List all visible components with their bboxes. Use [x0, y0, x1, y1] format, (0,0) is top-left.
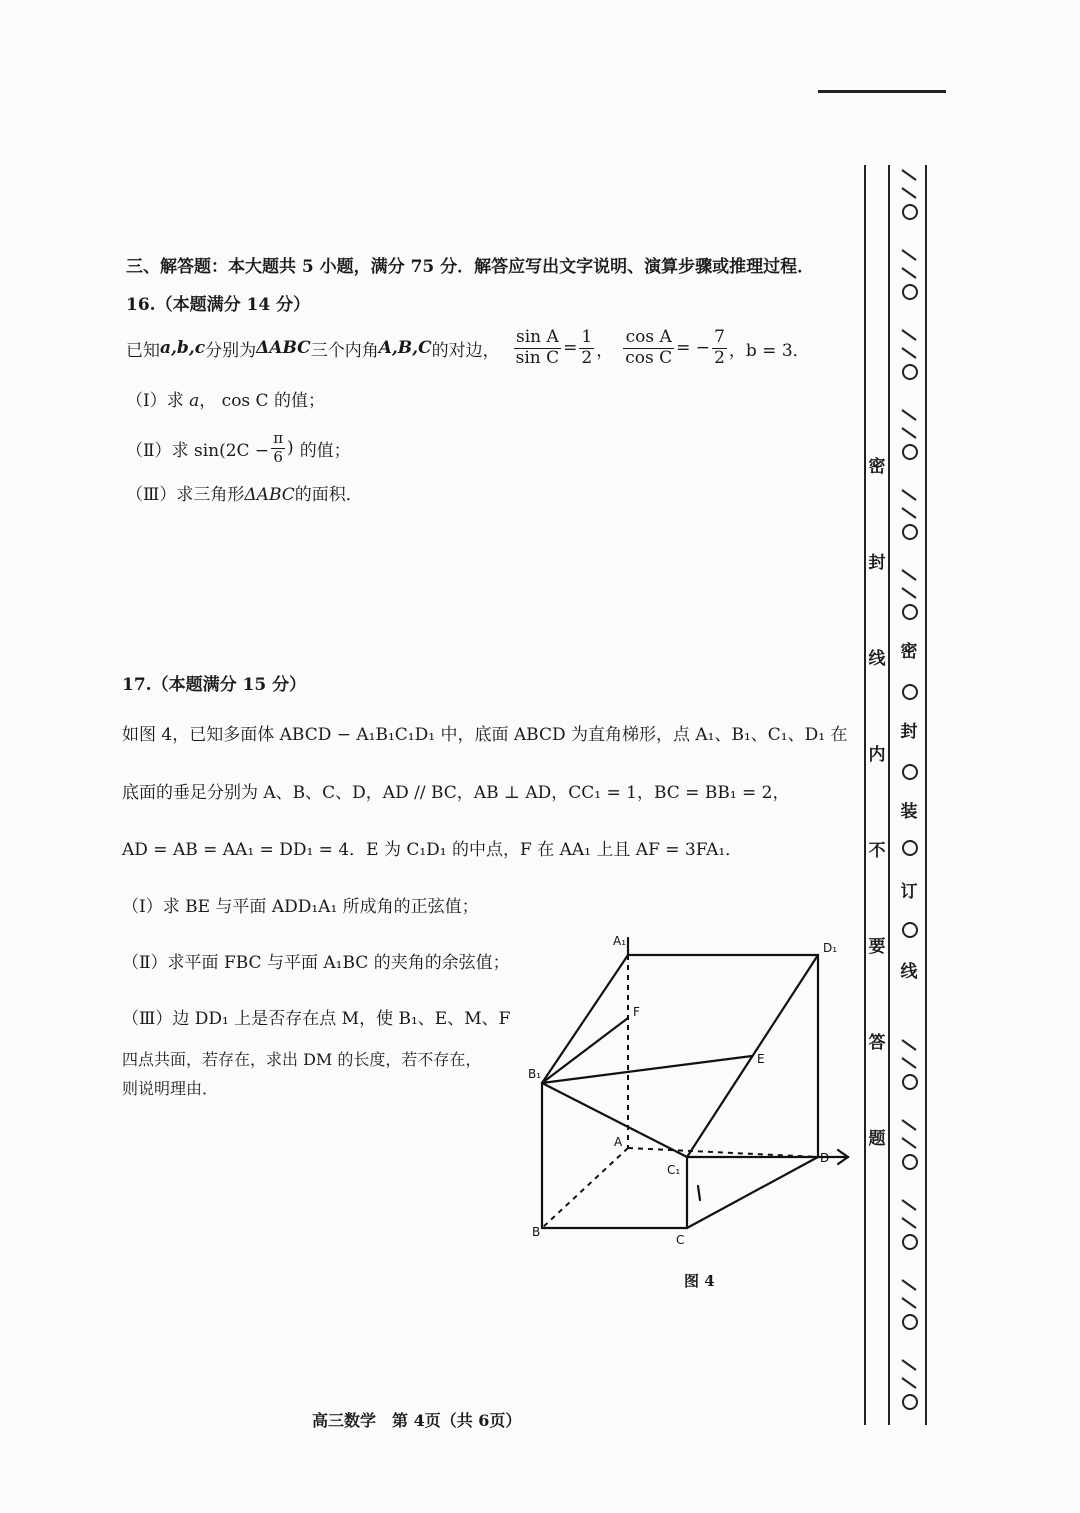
- hidden-a-b: [542, 1148, 628, 1228]
- q16-part2-frac-num: π: [273, 429, 284, 448]
- q16-part1-c: ，: [199, 391, 217, 411]
- q16-frac1-den: sin C: [515, 347, 560, 368]
- label-D: D: [820, 1151, 830, 1165]
- label-F: F: [633, 1005, 640, 1019]
- binding-outer-3: 订: [900, 882, 918, 902]
- q16-intro-f: A,B,C: [378, 338, 432, 358]
- binding-inner-7: 题: [868, 1129, 886, 1149]
- figure-4: [520, 925, 860, 1245]
- q16-b-value: ，b = 3．: [728, 340, 810, 361]
- q16-frac1-val-den: 2: [581, 347, 593, 368]
- label-A: A: [614, 1135, 623, 1149]
- q16-part2-frac: [271, 430, 285, 466]
- q16-part1-label: （Ⅰ）: [126, 391, 167, 411]
- q17-part3-line1: （Ⅲ）边 DD₁ 上是否存在点 M，使 B₁、E、M、F: [122, 1009, 511, 1029]
- q16-part2: [126, 422, 351, 474]
- q17-part2: （Ⅱ）求平面 FBC 与平面 A₁BC 的夹角的余弦值；: [122, 953, 510, 973]
- page-footer: 高三数学 第 4页（共 6页）: [312, 1411, 522, 1430]
- q17-line2: 底面的垂足分别为 A、B、C、D，AD // BC，AB ⊥ AD，CC₁ = 1，BC = BB₁ = 2，: [122, 783, 790, 803]
- figure-caption: 图 4: [684, 1272, 715, 1290]
- binding-dash: [902, 1280, 916, 1290]
- binding-inner-4: 不: [868, 841, 886, 861]
- label-A1: A₁: [613, 934, 627, 948]
- binding-outer-text: [899, 637, 919, 1037]
- binding-circle: [903, 605, 917, 619]
- header-rule: [818, 90, 946, 93]
- q16-intro-d: ΔABC: [256, 338, 311, 358]
- q16-part2-b: ): [287, 438, 294, 458]
- q17-part3-line2: 四点共面，若存在，求出 DM 的长度，若不存在，: [122, 1050, 482, 1069]
- q16-intro-e: 三个内角: [310, 340, 379, 361]
- binding-outer-2: 装: [900, 802, 918, 822]
- binding-inner-5: 要: [868, 937, 886, 957]
- q16-title: 16.（本题满分 14 分）: [126, 295, 311, 315]
- label-E: E: [757, 1052, 765, 1066]
- binding-inner-2: 线: [868, 649, 886, 669]
- q16-frac1: [514, 328, 562, 368]
- binding-dash: [902, 250, 916, 260]
- q16-frac1-num: sin A: [514, 328, 562, 349]
- binding-dash: [902, 1138, 916, 1148]
- label-B1: B₁: [528, 1067, 542, 1081]
- q16-part1: [126, 386, 325, 411]
- binding-dash: [902, 170, 916, 180]
- binding-outer-0: 密: [900, 642, 918, 662]
- q16-part2-frac-den: 6: [273, 447, 283, 466]
- binding-circle: [903, 1235, 917, 1249]
- binding-dash: [902, 268, 916, 278]
- q16-part1-e: 的值；: [273, 391, 325, 411]
- q16-frac2-num: cos A: [623, 328, 674, 349]
- q16-frac1-val-num: 1: [581, 326, 593, 347]
- q16-intro-a: 已知: [126, 340, 160, 361]
- binding-outer-4: 线: [900, 962, 918, 982]
- section-header: 三、解答题：本大题共 5 小题，满分 75 分．解答应写出文字说明、演算步骤或推理过程．: [126, 257, 815, 277]
- q16-frac2-eq: = −: [676, 338, 711, 358]
- edge-a1-b1: [542, 955, 628, 1083]
- binding-circle: [903, 285, 917, 299]
- q16-frac2-val-den: 2: [714, 347, 725, 368]
- q16-intro: [126, 318, 810, 378]
- label-C: C: [676, 1233, 685, 1245]
- q16-intro-c: 分别为: [205, 340, 257, 361]
- binding-circle: [903, 525, 917, 539]
- q16-part3-c: 的面积．: [294, 485, 363, 505]
- q16-part2-a: 求 sin(2C −: [171, 440, 270, 461]
- binding-dash: [902, 410, 916, 420]
- q16-frac1-eq: =: [563, 338, 578, 358]
- binding-dash: [902, 188, 916, 198]
- binding-inner-0: 密: [868, 457, 886, 477]
- binding-line-1: [864, 165, 866, 1425]
- binding-circle: [903, 365, 917, 379]
- label-C1: C₁: [667, 1163, 681, 1177]
- binding-dash: [902, 428, 916, 438]
- binding-circle: [903, 205, 917, 219]
- q16-intro-b: a,b,c: [160, 338, 206, 358]
- binding-dash: [902, 1120, 916, 1130]
- label-B: B: [532, 1225, 541, 1239]
- binding-dash: [902, 508, 916, 518]
- binding-inner-3: 内: [868, 745, 886, 765]
- q17-line1: 如图 4，已知多面体 ABCD − A₁B₁C₁D₁ 中，底面 ABCD 为直角梯形，点 A₁、B₁、C₁、D₁ 在: [122, 725, 848, 745]
- c-tick: [698, 1186, 700, 1200]
- label-D1: D₁: [823, 941, 838, 955]
- binding-circle: [903, 1315, 917, 1329]
- q16-part2-c: 的值；: [299, 440, 351, 461]
- binding-dash: [902, 1360, 916, 1370]
- q17-title: 17.（本题满分 15 分）: [122, 675, 307, 695]
- q16-part3: [126, 480, 363, 505]
- q16-intro-g: 的对边，: [431, 340, 500, 361]
- binding-inner-text: [868, 452, 886, 1220]
- q17-part3-line3: 则说明理由．: [122, 1079, 219, 1098]
- q16-frac2-val: [712, 328, 727, 368]
- q16-frac2: [623, 328, 674, 368]
- binding-inner-6: 答: [868, 1033, 886, 1053]
- q17-line3: AD = AB = AA₁ = DD₁ = 4．E 为 C₁D₁ 的中点，F 在 AA₁ 上且 AF = 3FA₁．: [122, 840, 743, 860]
- binding-dash: [902, 490, 916, 500]
- q16-sep: ，: [596, 340, 614, 361]
- binding-circle: [903, 1395, 917, 1409]
- binding-dash: [902, 570, 916, 580]
- q17-part1: （Ⅰ）求 BE 与平面 ADD₁A₁ 所成角的正弦值；: [122, 897, 479, 917]
- q16-frac2-den: cos C: [625, 347, 673, 368]
- hidden-a-d: [628, 1148, 818, 1157]
- binding-dash: [902, 330, 916, 340]
- binding-dash: [902, 348, 916, 358]
- q16-part3-label: （Ⅲ）: [126, 485, 177, 505]
- binding-dash: [902, 1378, 916, 1388]
- q16-frac2-val-num: 7: [714, 326, 725, 347]
- binding-dash: [902, 1040, 916, 1050]
- binding-circle: [903, 1075, 917, 1089]
- q16-part3-b: ΔABC: [244, 485, 295, 505]
- q16-part1-d: cos C: [221, 391, 269, 411]
- binding-dash: [902, 1298, 916, 1308]
- binding-line-2: [888, 165, 890, 1425]
- binding-circle: [903, 1155, 917, 1169]
- q16-part1-b: a: [189, 391, 200, 411]
- binding-inner-1: 封: [868, 553, 886, 573]
- binding-dash: [902, 1200, 916, 1210]
- binding-outer-1: 封: [900, 722, 918, 742]
- q16-frac1-val: [579, 328, 594, 368]
- binding-dash: [902, 1058, 916, 1068]
- binding-dash: [902, 1218, 916, 1228]
- binding-dash: [902, 588, 916, 598]
- edge-c-d: [687, 1157, 818, 1228]
- binding-circle: [903, 445, 917, 459]
- q16-part3-a: 求三角形: [176, 485, 245, 505]
- q16-part2-label: （Ⅱ）: [126, 440, 172, 461]
- q16-part1-a: 求: [166, 391, 184, 411]
